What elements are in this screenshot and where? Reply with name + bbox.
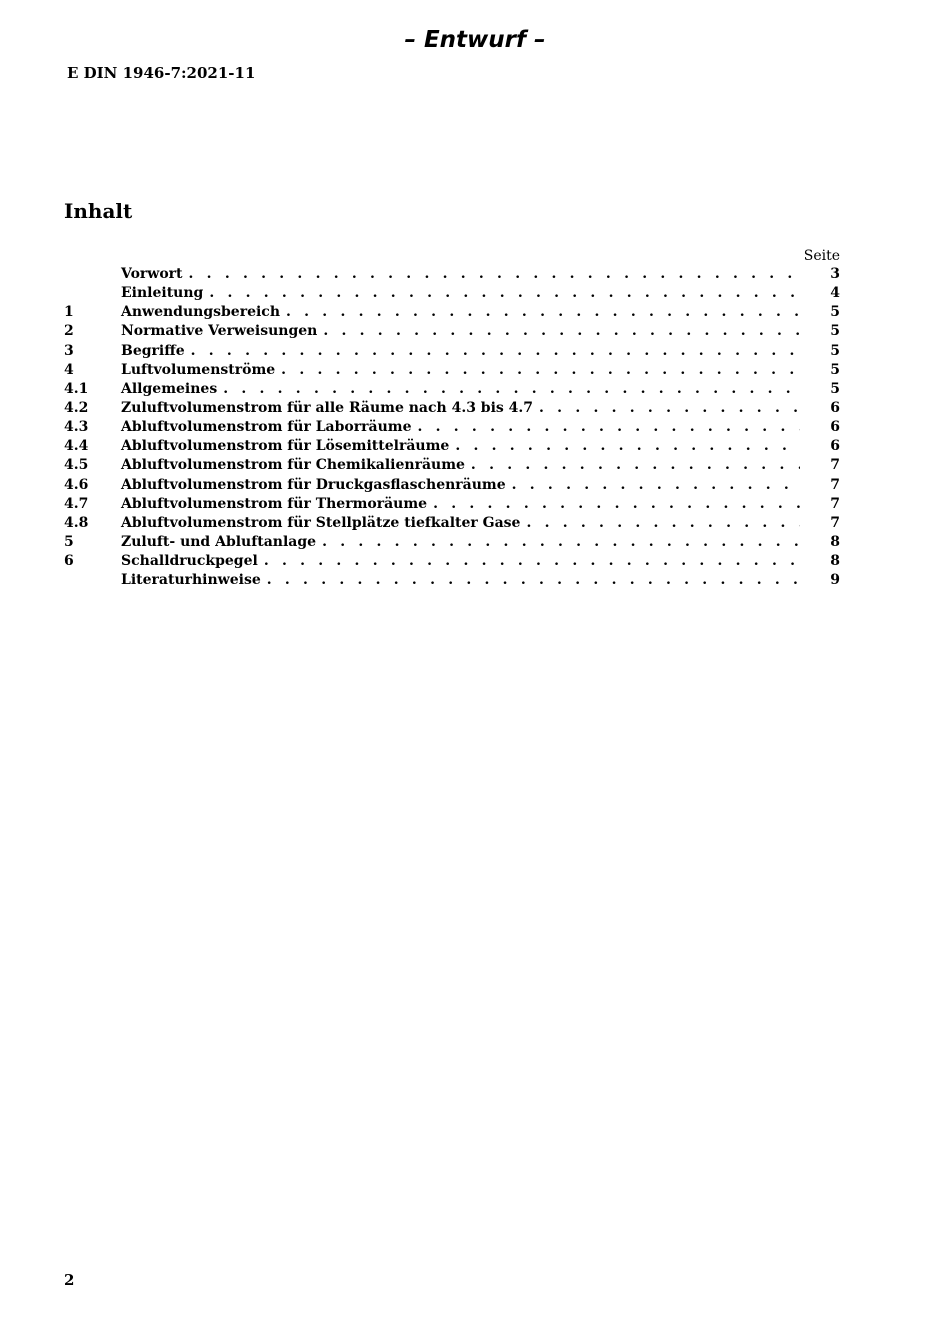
toc-dot-leader xyxy=(209,284,800,303)
toc-entry-number: 4.3 xyxy=(64,419,89,436)
toc-entry-page: 5 xyxy=(830,304,840,321)
toc-entry-4[interactable] xyxy=(64,361,840,380)
toc-entry-number: 4.2 xyxy=(64,399,89,416)
toc-entry-number: 1 xyxy=(64,304,74,321)
toc-entry-page: 7 xyxy=(830,495,840,512)
toc-entry-4-8[interactable] xyxy=(64,514,840,533)
toc-entry-number: 4.4 xyxy=(64,438,89,455)
toc-dot-leader xyxy=(223,380,800,399)
toc-dot-leader xyxy=(526,514,800,533)
toc-entry-page: 7 xyxy=(830,476,840,493)
toc-dot-leader xyxy=(455,437,800,456)
toc-entry-title: Abluftvolumenstrom für Lösemittelräume xyxy=(121,438,450,455)
toc-entry-page: 8 xyxy=(830,553,840,570)
toc-entry-title: Anwendungsbereich xyxy=(121,304,280,321)
toc-dot-leader xyxy=(281,361,800,380)
toc-entry-page: 6 xyxy=(830,419,840,436)
toc-dot-leader xyxy=(417,418,800,437)
toc-entry-page: 7 xyxy=(830,514,840,531)
toc-entry-title: Allgemeines xyxy=(121,380,218,397)
toc-entry-number: 3 xyxy=(64,342,74,359)
toc-entry-number: 2 xyxy=(64,323,74,340)
toc-dot-leader xyxy=(471,456,800,475)
toc-entry-page: 6 xyxy=(830,399,840,416)
toc-entry-number: 5 xyxy=(64,533,74,550)
toc-entry-4-1[interactable] xyxy=(64,380,840,399)
toc-entry-page: 9 xyxy=(830,572,840,589)
toc-entry-4-3[interactable] xyxy=(64,418,840,437)
toc-dot-leader xyxy=(189,265,800,284)
document-id: E DIN 1946-7:2021-11 xyxy=(67,64,256,82)
toc-entry-number: 4.5 xyxy=(64,457,89,474)
toc-entry-3[interactable] xyxy=(64,342,840,361)
toc-entry-number: 4.7 xyxy=(64,495,89,512)
toc-entry-4-7[interactable] xyxy=(64,495,840,514)
toc-entry-2[interactable] xyxy=(64,322,840,341)
draft-banner: – Entwurf – xyxy=(404,27,546,53)
toc-page-column-label: Seite xyxy=(803,248,840,264)
toc-dot-leader xyxy=(264,552,800,571)
toc-entry-number: 4 xyxy=(64,361,74,378)
toc-entry-title: Normative Verweisungen xyxy=(121,323,318,340)
toc-entry-page: 5 xyxy=(830,342,840,359)
toc-entry-page: 8 xyxy=(830,533,840,550)
toc-entry-page: 4 xyxy=(830,285,840,302)
toc-entry-4-6[interactable] xyxy=(64,476,840,495)
toc-entry-vorwort[interactable] xyxy=(64,265,840,284)
toc-entry-page: 5 xyxy=(830,361,840,378)
toc-entry-number: 4.1 xyxy=(64,380,89,397)
toc-entry-page: 7 xyxy=(830,457,840,474)
toc-entry-title: Zuluft- und Abluftanlage xyxy=(121,533,317,550)
toc-entry-page: 5 xyxy=(830,380,840,397)
toc-entry-title: Vorwort xyxy=(121,266,183,282)
toc-dot-leader xyxy=(267,571,800,590)
toc-entry-page: 6 xyxy=(830,438,840,455)
toc-entry-title: Abluftvolumenstrom für Stellplätze tiefkalter Gase xyxy=(121,514,521,531)
toc-entry-title: Luftvolumenströme xyxy=(121,361,276,378)
toc-dot-leader xyxy=(322,533,800,552)
toc-entry-title: Begriffe xyxy=(121,342,185,359)
toc-entry-page: 5 xyxy=(830,323,840,340)
toc-dot-leader xyxy=(512,476,800,495)
toc-dot-leader xyxy=(323,322,800,341)
toc-entry-title: Abluftvolumenstrom für Laborräume xyxy=(121,419,412,436)
table-of-contents xyxy=(64,265,840,590)
toc-heading: Inhalt xyxy=(64,199,133,223)
toc-entry-number: 6 xyxy=(64,553,74,570)
toc-entry-einleitung[interactable] xyxy=(64,284,840,303)
toc-entry-title: Abluftvolumenstrom für Chemikalienräume xyxy=(121,457,465,474)
toc-dot-leader xyxy=(191,342,800,361)
toc-entry-title: Abluftvolumenstrom für Druckgasflaschenräume xyxy=(121,476,506,493)
toc-entry-number: 4.8 xyxy=(64,514,89,531)
toc-entry-literaturhinweise[interactable] xyxy=(64,571,840,590)
toc-entry-4-5[interactable] xyxy=(64,456,840,475)
toc-entry-number: 4.6 xyxy=(64,476,89,493)
toc-entry-title: Einleitung xyxy=(121,285,204,302)
page-number: 2 xyxy=(64,1271,75,1289)
toc-dot-leader xyxy=(286,303,800,322)
toc-entry-6[interactable] xyxy=(64,552,840,571)
toc-entry-title: Literaturhinweise xyxy=(121,572,261,589)
toc-entry-5[interactable] xyxy=(64,533,840,552)
toc-entry-page: 3 xyxy=(830,266,840,282)
toc-entry-title: Zuluftvolumenstrom für alle Räume nach 4.3 bis 4.7 xyxy=(121,399,534,416)
toc-entry-4-2[interactable] xyxy=(64,399,840,418)
toc-entry-title: Abluftvolumenstrom für Thermoräume xyxy=(121,495,428,512)
toc-entry-4-4[interactable] xyxy=(64,437,840,456)
toc-entry-title: Schalldruckpegel xyxy=(121,553,258,570)
toc-dot-leader xyxy=(539,399,800,418)
toc-entry-1[interactable] xyxy=(64,303,840,322)
toc-dot-leader xyxy=(433,495,800,514)
